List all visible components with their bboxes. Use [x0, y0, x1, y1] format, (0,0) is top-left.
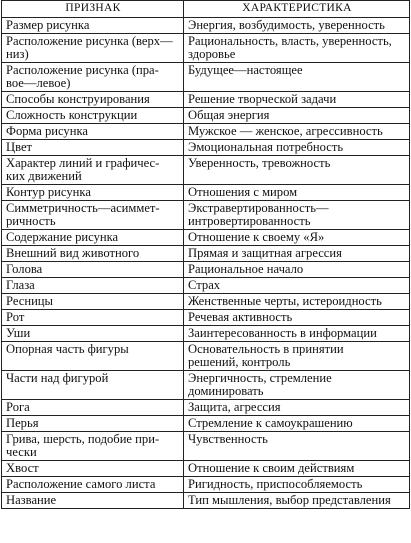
table-row	[2, 400, 410, 416]
characteristic-cell: Чувственность	[184, 432, 410, 461]
header-characteristic: ХАРАКТЕРИСТИКА	[184, 1, 410, 18]
sign-cell: Ресницы	[2, 294, 184, 310]
characteristic-cell: Основательность в принятии решений, контроль	[184, 342, 410, 371]
table-row	[2, 34, 410, 63]
characteristic-cell: Защита, агрессия	[184, 400, 410, 416]
table-row	[2, 278, 410, 294]
sign-cell: Глаза	[2, 278, 184, 294]
sign-cell: Расположение рисунка (верх— низ)	[2, 34, 184, 63]
characteristic-cell: Речевая активность	[184, 310, 410, 326]
table-row	[2, 432, 410, 461]
header-sign: ПРИЗНАК	[2, 1, 184, 18]
characteristic-cell: Стремление к самоукрашению	[184, 416, 410, 432]
characteristic-cell: Будущее—настоящее	[184, 63, 410, 92]
characteristic-cell: Энергия, возбудимость, уверенность	[184, 18, 410, 34]
table-row	[2, 262, 410, 278]
sign-cell: Части над фигурой	[2, 371, 184, 400]
sign-cell: Рот	[2, 310, 184, 326]
sign-cell: Способы конструирования	[2, 92, 184, 108]
table-row	[2, 230, 410, 246]
table-row	[2, 477, 410, 493]
characteristic-cell: Экстравертированность— интровертированность	[184, 201, 410, 230]
sign-cell: Голова	[2, 262, 184, 278]
table-row	[2, 416, 410, 432]
characteristic-cell: Страх	[184, 278, 410, 294]
sign-cell: Опорная часть фигуры	[2, 342, 184, 371]
characteristic-cell: Женственные черты, истероидность	[184, 294, 410, 310]
sign-cell: Форма рисунка	[2, 124, 184, 140]
characteristic-cell: Заинтересованность в информации	[184, 326, 410, 342]
table-row	[2, 156, 410, 185]
sign-cell: Цвет	[2, 140, 184, 156]
table-row	[2, 124, 410, 140]
sign-cell: Симметричность—асиммет- ричность	[2, 201, 184, 230]
characteristic-cell: Рациональное начало	[184, 262, 410, 278]
characteristic-cell: Отношение к своему «Я»	[184, 230, 410, 246]
characteristic-cell: Энергичность, стремление доминировать	[184, 371, 410, 400]
characteristic-cell: Эмоциональная потребность	[184, 140, 410, 156]
sign-cell: Сложность конструкции	[2, 108, 184, 124]
characteristic-cell: Решение творческой задачи	[184, 92, 410, 108]
characteristic-cell: Мужское — женское, агрессивность	[184, 124, 410, 140]
sign-cell: Расположение рисунка (пра- вое—левое)	[2, 63, 184, 92]
table-row	[2, 140, 410, 156]
header-row	[2, 1, 410, 18]
table-row	[2, 342, 410, 371]
table-row	[2, 326, 410, 342]
table-row	[2, 18, 410, 34]
sign-cell: Размер рисунка	[2, 18, 184, 34]
traits-table	[1, 0, 410, 509]
sign-cell: Грива, шерсть, подобие при- чески	[2, 432, 184, 461]
sign-cell: Характер линий и графичес- ких движений	[2, 156, 184, 185]
table-row	[2, 493, 410, 509]
characteristic-cell: Отношение к своим действиям	[184, 461, 410, 477]
table-row	[2, 92, 410, 108]
characteristic-cell: Уверенность, тревожность	[184, 156, 410, 185]
table-row	[2, 461, 410, 477]
table-row	[2, 371, 410, 400]
table-body	[2, 18, 410, 509]
table-row	[2, 201, 410, 230]
sign-cell: Хвост	[2, 461, 184, 477]
sign-cell: Название	[2, 493, 184, 509]
table-row	[2, 108, 410, 124]
characteristic-cell: Тип мышления, выбор представления	[184, 493, 410, 509]
sign-cell: Перья	[2, 416, 184, 432]
sign-cell: Содержание рисунка	[2, 230, 184, 246]
table-header	[2, 1, 410, 18]
sign-cell: Контур рисунка	[2, 185, 184, 201]
sign-cell: Внешний вид животного	[2, 246, 184, 262]
characteristic-cell: Рациональность, власть, уверенность, здоровье	[184, 34, 410, 63]
characteristic-cell: Общая энергия	[184, 108, 410, 124]
sign-cell: Расположение самого листа	[2, 477, 184, 493]
table-row	[2, 294, 410, 310]
table-row	[2, 246, 410, 262]
characteristic-cell: Отношения с миром	[184, 185, 410, 201]
table-row	[2, 185, 410, 201]
characteristic-cell: Ригидность, приспособляемость	[184, 477, 410, 493]
table-row	[2, 63, 410, 92]
characteristic-cell: Прямая и защитная агрессия	[184, 246, 410, 262]
sign-cell: Уши	[2, 326, 184, 342]
table-row	[2, 310, 410, 326]
sign-cell: Рога	[2, 400, 184, 416]
